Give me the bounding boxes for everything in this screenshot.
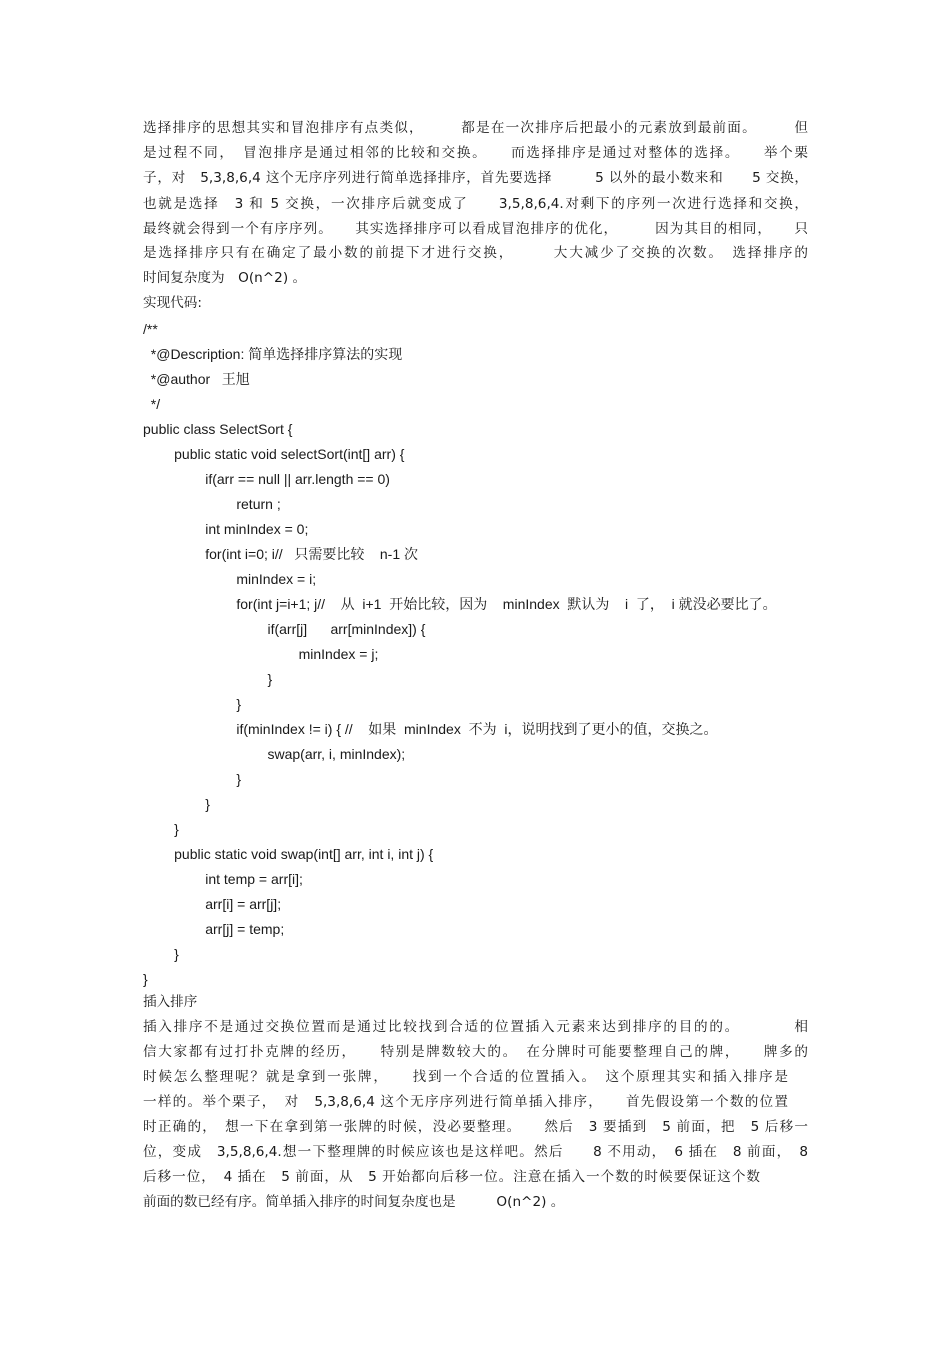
code-line: /**	[143, 321, 158, 337]
code-line: int temp = arr[i];	[143, 871, 303, 887]
code-line: }	[143, 796, 210, 812]
code-line: public static void swap(int[] arr, int i, int j) {	[143, 846, 434, 862]
paragraph-1-line-1: 选择排序的思想其实和冒泡排序有点类似， 都是在一次排序后把最小的元素放到最前面。 但	[143, 120, 808, 136]
code-line: arr[j] = temp;	[143, 921, 285, 937]
paragraph-1-line-2: 是过程不同， 冒泡排序是通过相邻的比较和交换。 而选择排序是通过对整体的选择。 举个栗	[143, 145, 808, 161]
code-line: int minIndex = 0;	[143, 521, 309, 537]
code-line: if(arr[j] arr[minIndex]) {	[143, 621, 426, 637]
code-line: return ;	[143, 496, 281, 512]
code-line: *@Description: 简单选择排序算法的实现	[143, 346, 403, 362]
code-heading: 实现代码:	[143, 295, 202, 311]
paragraph-1-line-3: 子，对 5,3,8,6,4 这个无序序列进行简单选择排序，首先要选择 5 以外的最小数来和 5 交换，	[143, 170, 808, 186]
code-line: for(int j=i+1; j// 从 i+1 开始比较，因为 minIndex 默认为 i 了， i 就没必要比了。	[143, 596, 777, 612]
code-line: public static void selectSort(int[] arr) {	[143, 446, 405, 462]
paragraph-2-line-3: 时候怎么整理呢？就是拿到一张牌， 找到一个合适的位置插入。 这个原理其实和插入排序是	[143, 1069, 788, 1085]
section-2-title: 插入排序	[143, 994, 198, 1010]
code-line: */	[143, 396, 161, 412]
code-line: }	[143, 971, 148, 987]
code-line: arr[i] = arr[j];	[143, 896, 282, 912]
code-line: swap(arr, i, minIndex);	[143, 746, 406, 762]
code-line: minIndex = i;	[143, 571, 317, 587]
code-line: minIndex = j;	[143, 646, 379, 662]
code-line: if(minIndex != i) { // 如果 minIndex 不为 i，说明找到了更小的值，交换之。	[143, 721, 718, 737]
code-line: }	[143, 821, 179, 837]
code-line: }	[143, 696, 242, 712]
paragraph-2-line-6: 位，变成 3,5,8,6,4.想一下整理牌的时候应该也是这样吧。然后 8 不用动， 6 插在 8 前面， 8	[143, 1144, 808, 1160]
paragraph-1-line-7: 时间复杂度为 O(n^2) 。	[143, 270, 307, 286]
code-line: *@author 王旭	[143, 371, 250, 387]
paragraph-2-line-8: 前面的数已经有序。简单插入排序的时间复杂度也是 O(n^2) 。	[143, 1194, 565, 1210]
code-line: for(int i=0; i// 只需要比较 n-1 次	[143, 546, 419, 562]
paragraph-2-line-5: 时正确的， 想一下在拿到第一张牌的时候，没必要整理。 然后 3 要插到 5 前面，把 5 后移一	[143, 1119, 808, 1135]
code-line: public class SelectSort {	[143, 421, 293, 437]
paragraph-1-line-5: 最终就会得到一个有序序列。 其实选择排序可以看成冒泡排序的优化， 因为其目的相同， 只	[143, 221, 808, 237]
paragraph-2-line-4: 一样的。举个栗子， 对 5,3,8,6,4 这个无序序列进行简单插入排序， 首先假设第一个数的位置	[143, 1094, 788, 1110]
code-line: if(arr == null || arr.length == 0)	[143, 471, 390, 487]
paragraph-2-line-7: 后移一位， 4 插在 5 前面，从 5 开始都向后移一位。注意在插入一个数的时候要保证这个数	[143, 1169, 760, 1185]
code-line: }	[143, 946, 179, 962]
paragraph-2-line-2: 信大家都有过打扑克牌的经历， 特别是牌数较大的。 在分牌时可能要整理自己的牌， 牌多的	[143, 1044, 808, 1060]
code-line: }	[143, 671, 273, 687]
paragraph-1-line-6: 是选择排序只有在确定了最小数的前提下才进行交换， 大大减少了交换的次数。 选择排序的	[143, 245, 808, 261]
code-line: }	[143, 771, 242, 787]
paragraph-2-line-1: 插入排序不是通过交换位置而是通过比较找到合适的位置插入元素来达到排序的目的的。 相	[143, 1019, 808, 1035]
paragraph-1-line-4: 也就是选择 3 和 5 交换，一次排序后就变成了 3,5,8,6,4.对剩下的序列一次进行选择和交换，	[143, 196, 808, 212]
